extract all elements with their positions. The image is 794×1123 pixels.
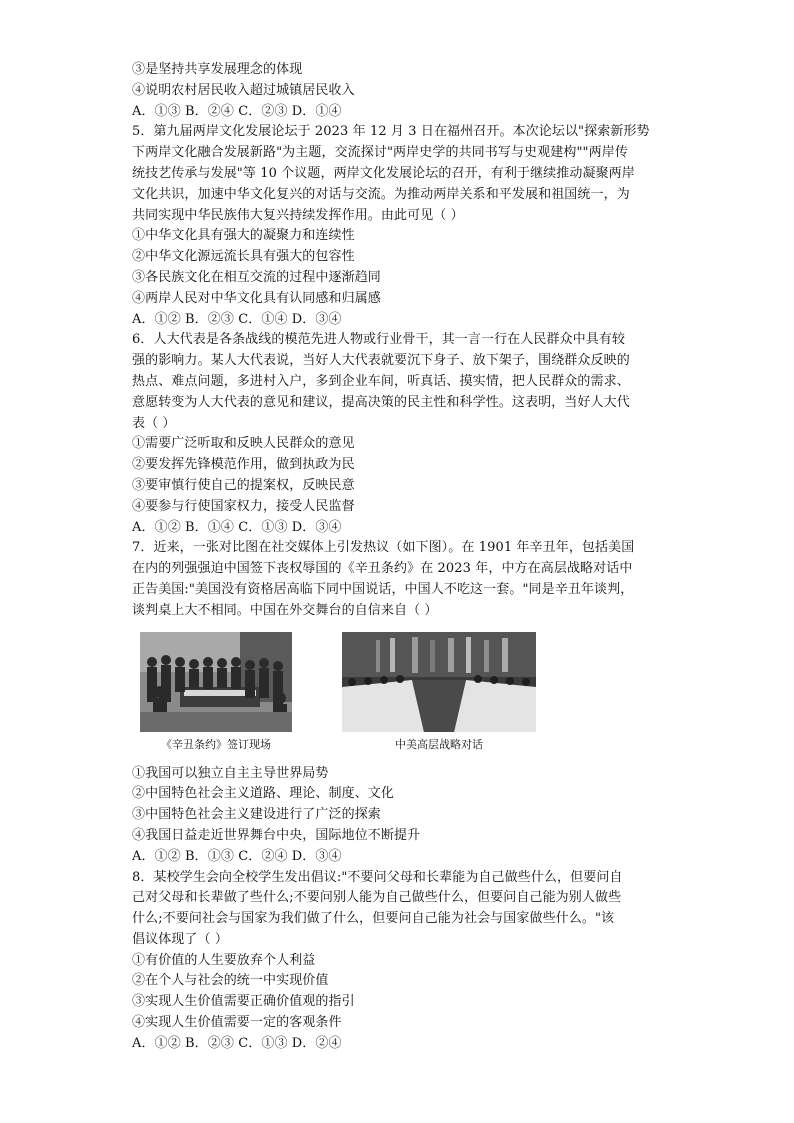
option-1: ①需要广泛听取和反映人民群众的意见 xyxy=(132,436,355,452)
figure-caption: 《辛丑条约》签订现场 xyxy=(161,737,271,751)
option-3: ③实现人生价值需要正确价值观的指引 xyxy=(132,994,355,1010)
stem-line: 在内的列强强迫中国签下丧权辱国的《辛丑条约》在 2023 年，中方在高层战略对话中 xyxy=(132,561,633,577)
comparison-figures xyxy=(132,632,668,760)
question-8 xyxy=(132,868,668,1055)
stem-line: 表（ ） xyxy=(132,415,176,431)
stem-line: 统技艺传承与发展"等 10 个议题，两岸文化发展论坛的召开，有利于继续推动凝聚两岸 xyxy=(132,165,635,181)
question-4-tail xyxy=(132,60,668,122)
stem-line: 7．近来，一张对比图在社交媒体上引发热议（如下图）。在 1901 年辛丑年，包括美国 xyxy=(132,540,635,556)
stem-line: 8．某校学生会向全校学生发出倡议:"不要问父母和长辈能为自己做些什么，但要问自 xyxy=(132,869,623,885)
stem-line: 意愿转变为人大代表的意见和建议，提高决策的民主性和科学性。这表明，当好人大代 xyxy=(132,394,630,410)
stem-line: 谈判桌上大不相同。中国在外交舞台的自信来自（ ） xyxy=(132,602,438,618)
answer-choices: A．①② B．①③ C．②④ D．③④ xyxy=(132,848,342,864)
stem-line: 共同实现中华民族伟大复兴持续发挥作用。由此可见（ ） xyxy=(132,207,464,223)
strategic-dialogue-photo xyxy=(342,632,536,732)
figure-caption: 中美高层战略对话 xyxy=(395,737,483,751)
question-5 xyxy=(132,122,668,330)
option-3: ③各民族文化在相互交流的过程中逐渐趋同 xyxy=(132,269,381,285)
option-1: ①我国可以独立自主主导世界局势 xyxy=(132,765,329,781)
option-4: ④要参与行使国家权力，接受人民监督 xyxy=(132,498,355,514)
stem-line: 什么;不要问社会与国家为我们做了什么，但要问自己能为社会与国家做些什么。"该 xyxy=(132,911,615,927)
answer-choices: A．①② B．②③ C．①③ D．②④ xyxy=(132,1035,342,1051)
option-2: ②中华文化源远流长具有强大的包容性 xyxy=(132,249,355,265)
treaty-signing-photo xyxy=(140,632,292,732)
option-4: ④实现人生价值需要一定的客观条件 xyxy=(132,1015,342,1031)
option-3: ③中国特色社会主义建设进行了广泛的探索 xyxy=(132,807,381,823)
stem-line: 文化共识，加速中华文化复兴的对话与交流。为推动两岸关系和平发展和祖国统一，为 xyxy=(132,186,630,202)
option-4: ④我国日益走近世界舞台中央，国际地位不断提升 xyxy=(132,827,421,843)
exam-page xyxy=(132,60,668,1055)
option-1: ①有价值的人生要放弃个人利益 xyxy=(132,952,316,968)
question-7 xyxy=(132,538,668,867)
answer-choices: A．①② B．②③ C．①④ D．③④ xyxy=(132,311,342,327)
option-2: ②要发挥先锋模范作用，做到执政为民 xyxy=(132,457,355,473)
stem-line: 下两岸文化融合发展新路"为主题，交流探讨"两岸史学的共同书写与史观建构""两岸传 xyxy=(132,145,628,161)
stem-line: 己对父母和长辈做了些什么;不要问别人能为自己做些什么，但要问自己能为别人做些 xyxy=(132,890,622,906)
stem-line: 6．人大代表是各条战线的模范先进人物或行业骨干，其一言一行在人民群众中具有较 xyxy=(132,332,626,348)
stem-line: 5．第九届两岸文化发展论坛于 2023 年 12 月 3 日在福州召开。本次论坛以"探索新形势 xyxy=(132,124,650,140)
option-2: ②在个人与社会的统一中实现价值 xyxy=(132,973,329,989)
stem-line: 热点、难点问题，多进村入户，多到企业车间，听真话、摸实情，把人民群众的需求、 xyxy=(132,373,630,389)
option-1: ①中华文化具有强大的凝聚力和连续性 xyxy=(132,228,355,244)
option-2: ②中国特色社会主义道路、理论、制度、文化 xyxy=(132,786,395,802)
answer-choices: A．①③ B．②④ C．②③ D．①④ xyxy=(132,103,342,119)
question-6 xyxy=(132,330,668,538)
option-3: ③要审慎行使自己的提案权，反映民意 xyxy=(132,477,355,493)
answer-choices: A．①② B．①④ C．①③ D．③④ xyxy=(132,519,342,535)
figure-strategic-dialogue xyxy=(342,632,536,752)
stem-line: 倡议体现了（ ） xyxy=(132,931,228,947)
stem-line: 强的影响力。某人大代表说，当好人大代表就要沉下身子、放下架子，围绕群众反映的 xyxy=(132,353,630,369)
option-4: ④说明农村居民收入超过城镇居民收入 xyxy=(132,82,355,98)
option-3: ③是坚持共享发展理念的体现 xyxy=(132,62,303,77)
stem-line: 正告美国:"美国没有资格居高临下同中国说话，中国人不吃这一套。"同是辛丑年谈判， xyxy=(132,581,634,597)
figure-treaty-signing xyxy=(140,632,292,752)
option-4: ④两岸人民对中华文化具有认同感和归属感 xyxy=(132,290,381,306)
